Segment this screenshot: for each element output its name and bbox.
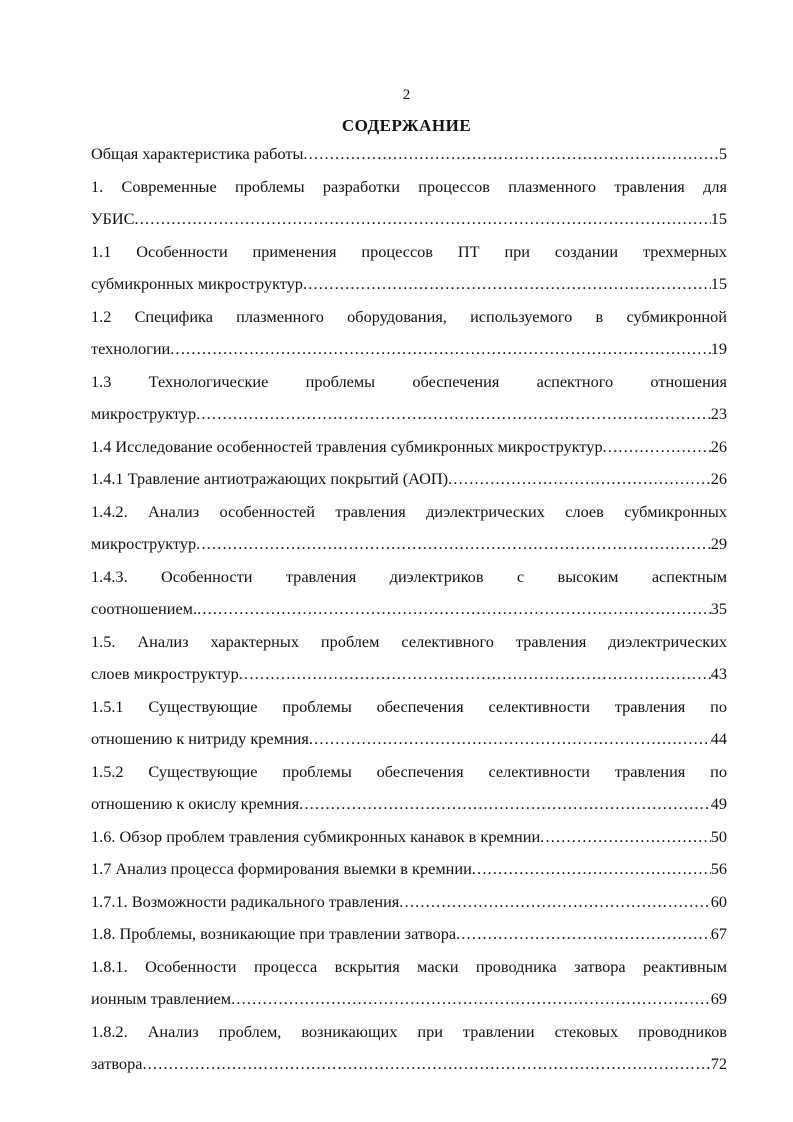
toc-entry-title: ионным травлением bbox=[91, 989, 232, 1008]
toc-entry-first-line: 1.3 Технологические проблемы обеспечения аспектного отношения bbox=[91, 371, 727, 391]
toc-leader-dots bbox=[303, 268, 711, 301]
toc-entry-page: 5 bbox=[718, 144, 727, 163]
toc-entry-title: микроструктур bbox=[91, 404, 197, 423]
page-number: 2 bbox=[402, 87, 411, 103]
toc-entry[interactable] bbox=[91, 853, 727, 886]
toc-entry-title: технологии bbox=[91, 339, 171, 358]
toc-entry-title: 1.4 Исследование особенностей травления субмикронных микроструктур bbox=[91, 436, 603, 456]
toc-entry[interactable] bbox=[91, 626, 727, 691]
toc-entry-first-line: 1.5. Анализ характерных проблем селективного травления диэлектрических bbox=[91, 631, 727, 651]
toc-entry-title: отношению к нитриду кремния bbox=[91, 729, 309, 748]
toc-entry-page: 43 bbox=[710, 664, 727, 683]
toc-leader-dots bbox=[135, 203, 711, 236]
toc-entry-last-line bbox=[91, 593, 727, 626]
toc-entry-title: соотношением. bbox=[91, 599, 198, 618]
toc-entry-first-line: 1.4.2. Анализ особенностей травления диэлектрических слоев субмикронных bbox=[91, 501, 727, 521]
toc-entry-title: 1.4.1 Травление антиотражающих покрытий (АОП) bbox=[91, 469, 449, 488]
toc-leader-dots bbox=[170, 333, 710, 366]
toc-entry-page: 44 bbox=[710, 729, 727, 748]
toc-entry-last-line bbox=[91, 203, 727, 236]
toc-entry-title: затвора bbox=[91, 1054, 143, 1073]
toc-entry-page: 50 bbox=[710, 826, 727, 846]
toc-leader-dots bbox=[196, 398, 711, 431]
toc-entry-last-line bbox=[91, 268, 727, 301]
toc-entry[interactable] bbox=[91, 821, 727, 854]
toc-entry-last-line bbox=[91, 138, 727, 171]
toc-leader-dots bbox=[299, 788, 711, 821]
toc-entry[interactable] bbox=[91, 1016, 727, 1081]
toc-entry-page: 56 bbox=[710, 859, 727, 878]
toc-leader-dots bbox=[456, 918, 711, 951]
table-of-contents bbox=[91, 138, 727, 1081]
toc-entry[interactable] bbox=[91, 951, 727, 1016]
toc-entry[interactable] bbox=[91, 691, 727, 756]
toc-entry-page: 26 bbox=[710, 436, 727, 456]
toc-entry[interactable] bbox=[91, 301, 727, 366]
toc-entry-first-line: 1.5.2 Существующие проблемы обеспечения селективности травления по bbox=[91, 761, 727, 781]
toc-entry[interactable] bbox=[91, 886, 727, 919]
toc-leader-dots bbox=[239, 658, 711, 691]
toc-entry[interactable] bbox=[91, 756, 727, 821]
toc-entry-title: слоев микроструктур bbox=[91, 664, 239, 683]
toc-entry-title: 1.6. Обзор проблем травления субмикронных канавок в кремнии bbox=[91, 826, 541, 846]
toc-entry-page: 29 bbox=[710, 534, 727, 553]
toc-entry-first-line: 1.8.1. Особенности процесса вскрытия маски проводника затвора реактивным bbox=[91, 956, 727, 976]
toc-entry-last-line bbox=[91, 821, 727, 854]
toc-entry-title: микроструктур bbox=[91, 534, 197, 553]
toc-entry-page: 26 bbox=[710, 469, 727, 488]
toc-entry-title: УБИС bbox=[91, 209, 135, 228]
toc-entry[interactable] bbox=[91, 138, 727, 171]
toc-entry-first-line: 1.1 Особенности применения процессов ПТ при создании трехмерных bbox=[91, 241, 727, 261]
toc-entry-last-line bbox=[91, 1048, 727, 1081]
toc-entry-page: 60 bbox=[710, 891, 727, 911]
toc-entry-last-line bbox=[91, 723, 727, 756]
toc-entry[interactable] bbox=[91, 171, 727, 236]
toc-entry-title: 1.8. Проблемы, возникающие при травлении затвора bbox=[91, 924, 457, 943]
toc-leader-dots bbox=[448, 463, 711, 496]
toc-leader-dots bbox=[603, 431, 711, 464]
toc-entry-last-line bbox=[91, 528, 727, 561]
toc-entry[interactable] bbox=[91, 496, 727, 561]
toc-leader-dots bbox=[142, 1048, 710, 1081]
toc-entry-title: 1.7.1. Возможности радикального травления bbox=[91, 891, 400, 911]
toc-entry-last-line bbox=[91, 983, 727, 1016]
toc-entry-last-line bbox=[91, 853, 727, 886]
toc-entry-page: 15 bbox=[710, 209, 727, 228]
toc-entry-first-line: 1.8.2. Анализ проблем, возникающих при травлении стековых проводников bbox=[91, 1021, 727, 1041]
toc-entry-title: субмикронных микроструктур bbox=[91, 274, 303, 293]
toc-entry-first-line: 1.2 Специфика плазменного оборудования, используемого в субмикронной bbox=[91, 306, 727, 326]
toc-entry-title: 1.7 Анализ процесса формирования выемки в кремнии bbox=[91, 859, 472, 878]
toc-leader-dots bbox=[197, 593, 711, 626]
toc-entry[interactable] bbox=[91, 561, 727, 626]
toc-entry-page: 35 bbox=[710, 599, 727, 618]
toc-leader-dots bbox=[231, 983, 711, 1016]
toc-entry-page: 72 bbox=[710, 1054, 727, 1073]
toc-entry[interactable] bbox=[91, 366, 727, 431]
toc-leader-dots bbox=[399, 886, 710, 919]
toc-entry-first-line: 1.5.1 Существующие проблемы обеспечения селективности травления по bbox=[91, 696, 727, 716]
toc-entry[interactable] bbox=[91, 918, 727, 951]
toc-entry-title: Общая характеристика работы bbox=[91, 144, 304, 163]
toc-entry-last-line bbox=[91, 431, 727, 464]
toc-entry-page: 15 bbox=[710, 274, 727, 293]
toc-entry-last-line bbox=[91, 788, 727, 821]
toc-entry-last-line bbox=[91, 398, 727, 431]
toc-entry-page: 67 bbox=[710, 924, 727, 943]
toc-entry-title: отношению к окислу кремния bbox=[91, 794, 300, 813]
toc-entry-first-line: 1.4.3. Особенности травления диэлектриков с высоким аспектным bbox=[91, 566, 727, 586]
toc-entry-last-line bbox=[91, 463, 727, 496]
toc-entry-last-line bbox=[91, 333, 727, 366]
toc-entry[interactable] bbox=[91, 236, 727, 301]
toc-heading: СОДЕРЖАНИЕ bbox=[341, 116, 472, 135]
toc-entry-page: 19 bbox=[710, 339, 727, 358]
toc-entry-page: 69 bbox=[710, 989, 727, 1008]
toc-entry-last-line bbox=[91, 886, 727, 919]
toc-leader-dots bbox=[472, 853, 711, 886]
toc-leader-dots bbox=[196, 528, 711, 561]
toc-entry[interactable] bbox=[91, 431, 727, 464]
toc-leader-dots bbox=[303, 138, 718, 171]
toc-entry-page: 49 bbox=[710, 794, 727, 813]
toc-entry-first-line: 1. Современные проблемы разработки процессов плазменного травления для bbox=[91, 176, 727, 196]
toc-leader-dots bbox=[309, 723, 711, 756]
toc-entry-page: 23 bbox=[710, 404, 727, 423]
toc-entry[interactable] bbox=[91, 463, 727, 496]
toc-leader-dots bbox=[540, 821, 711, 854]
toc-entry-last-line bbox=[91, 918, 727, 951]
toc-entry-last-line bbox=[91, 658, 727, 691]
